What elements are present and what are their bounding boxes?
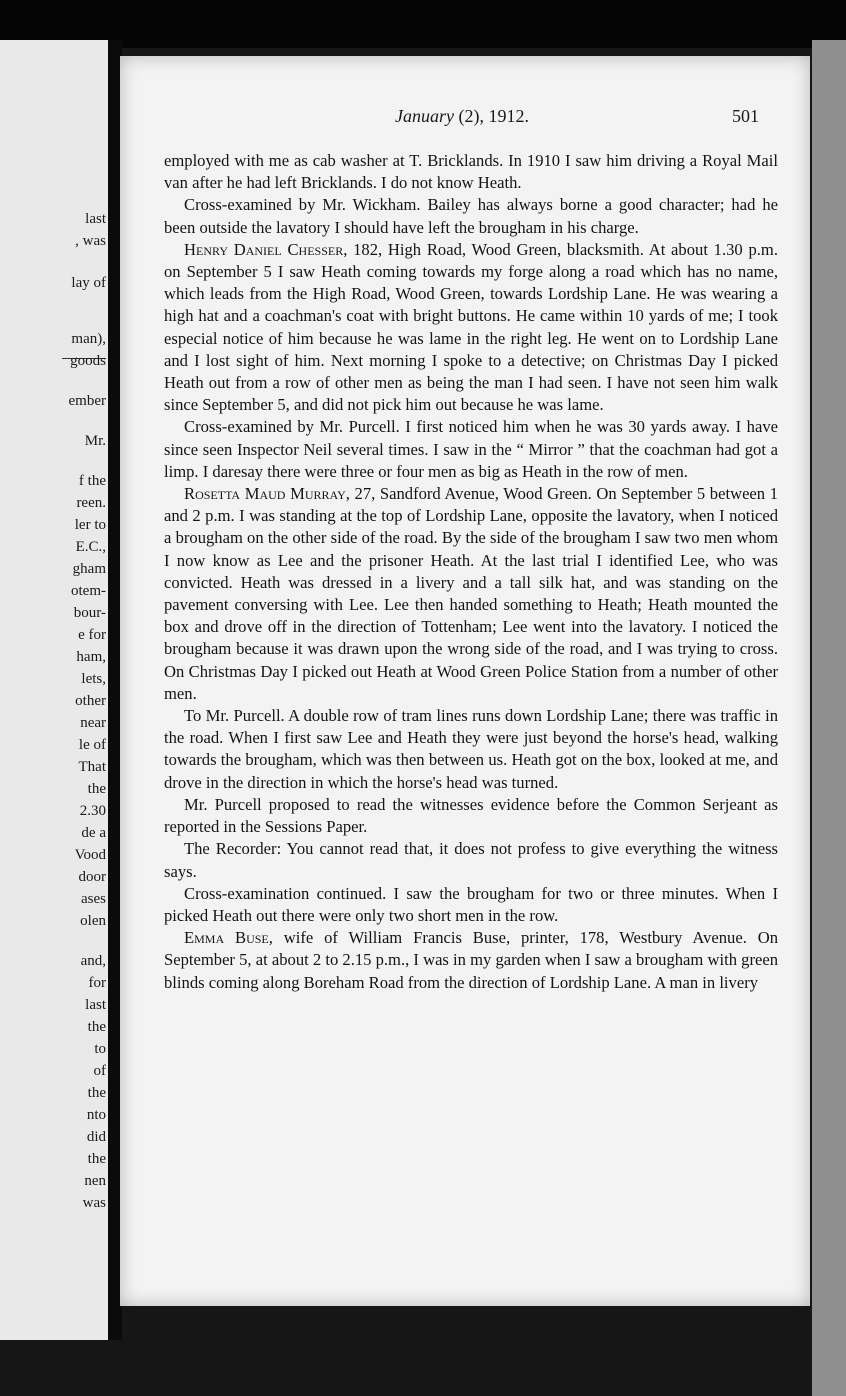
running-header [120, 106, 760, 130]
facing-page-line: man), [71, 331, 106, 347]
paragraph-text: Cross-examined by Mr. Wickham. Bailey has always borne a good character; had he been outside the lavatory I should have left the brougham in his charge. [164, 195, 778, 237]
facing-page-line: and, [80, 953, 106, 969]
page-edge-right [812, 40, 846, 1396]
paragraph-text: To Mr. Purcell. A double row of tram lines runs down Lordship Lane; there was traffic in the road. When I first saw Lee and Heath they were just beyond the horse's head, walking towards the brougham, which was then between us. Heath got on the box, looked at me, and drove in the direction in which the horse's head was turned. [164, 706, 778, 792]
facing-page-line: de a [81, 825, 106, 841]
paragraph-text: Mr. Purcell proposed to read the witnesses evidence before the Common Serjeant as reported in the Sessions Paper. [164, 794, 778, 837]
paragraph [164, 838, 778, 882]
paragraph [164, 927, 778, 994]
facing-page-line: Vood [74, 847, 106, 863]
facing-page-line: bour- [73, 605, 106, 621]
facing-page-fragment [0, 40, 112, 1340]
paragraph-text: , 182, High Road, Wood Green, blacksmith. At about 1.30 p.m. on September 5 I saw Heath coming towards my forge along a road which has no name, which leads from the High Road, Wood Green, towards Lordship Lane. He was wearing a high hat and a coachman's coat with bright buttons. He came within 10 yards of me; I took especial notice of him because he was lame in the right leg. He went on to Lordship Lane and I lost sight of him. Next morning I spoke to a detective; on Christmas Day I picked Heath out from a row of other men as being the man I had seen. I have not seen him walk since September 5, and did not pick him out because he was lame. [164, 239, 778, 415]
witness-name: Emma Buse [184, 928, 269, 948]
facing-page-line: did [86, 1129, 106, 1145]
page-number: 501 [732, 106, 759, 126]
facing-page-line: the [87, 781, 106, 797]
paragraph [164, 239, 778, 417]
facing-page-line: olen [80, 913, 106, 929]
facing-page-line: other [75, 693, 106, 709]
paragraph [164, 194, 778, 238]
facing-page-line: e for [78, 627, 106, 643]
facing-page-line: of [93, 1063, 106, 1079]
facing-page-line: lay of [71, 275, 106, 291]
facing-page-line: That [78, 759, 106, 775]
paragraph [164, 150, 778, 194]
paragraph [164, 416, 778, 483]
paragraph-text: Cross-examined by Mr. Purcell. I first noticed him when he was 30 yards away. I have since seen Inspector Neil several times. I saw in the “ Mirror ” that the coachman had got a limp. I daresay there were three or four men as big as Heath in the row of men. [164, 417, 778, 481]
facing-page-line: nen [84, 1173, 106, 1189]
facing-page-line: Mr. [84, 433, 106, 449]
facing-page-line: gham [72, 561, 106, 577]
facing-page-line: ember [68, 393, 106, 409]
facing-page-line: last [85, 211, 106, 227]
header-date [395, 106, 529, 127]
facing-page-line: the [87, 1019, 106, 1035]
facing-page-line: was [82, 1195, 106, 1211]
paragraph-text: , wife of William Francis Buse, printer, 178, Westbury Avenue. On September 5, at about 2 to 2.15 p.m., I was in my garden when I saw a brougham with green blinds coming along Boreham Road from the direction of Lordship Lane. A man in livery [164, 928, 778, 992]
facing-page-line: nto [86, 1107, 106, 1123]
facing-page-line: last [85, 997, 106, 1013]
facing-page-line: 2.30 [79, 803, 106, 819]
facing-page-line: reen. [76, 495, 106, 511]
witness-name: Rosetta Maud Murray [184, 484, 346, 504]
book-page [120, 56, 810, 1306]
paragraph-text: employed with me as cab washer at T. Bricklands. In 1910 I saw him driving a Royal Mail van after he had left Bricklands. I do not know Heath. [164, 151, 778, 193]
facing-page-line: goods [70, 353, 106, 369]
facing-page-line: near [80, 715, 106, 731]
paragraph-text: , 27, Sandford Avenue, Wood Green. On September 5 between 1 and 2 p.m. I was standing at the top of Lordship Lane, opposite the lavatory, when I noticed a brougham on the other side of the road. By the side of the brougham I saw two men whom I now know as Lee and the prisoner Heath. At the last trial I identified Lee, who was convicted. Heath was dressed in a livery and a tall silk hat, and was standing on the pavement conversing with Lee. Lee then handed something to Heath; Heath mounted the box and drove off in the direction of Tottenham; Lee went into the lavatory. I noticed the brougham because it was drawn upon the wrong side of the road, and I was trying to cross. On Christmas Day I picked out Heath at Wood Green Police Station from a number of other men. [164, 484, 779, 703]
facing-page-line: the [87, 1151, 106, 1167]
paragraph [164, 705, 778, 794]
paragraph-text: Cross-examination continued. I saw the brougham for two or three minutes. When I picked Heath out there were only two short men in the row. [164, 883, 778, 925]
scan-top-edge [0, 0, 846, 48]
facing-page-line: ler to [74, 517, 106, 533]
witness-name: Henry Daniel Chesser [184, 239, 344, 259]
facing-page-line: le of [78, 737, 106, 753]
facing-page-line: ham, [76, 649, 106, 665]
header-year: 1912. [488, 106, 529, 126]
page-body [164, 150, 778, 994]
paragraph [164, 883, 778, 927]
header-day: (2), [458, 106, 484, 126]
facing-page-line: lets, [81, 671, 106, 687]
paragraph-text: The Recorder: You cannot read that, it does not profess to give everything the witness says. [164, 839, 778, 881]
paragraph [164, 483, 778, 705]
facing-page-line: to [94, 1041, 106, 1057]
facing-page-line: f the [78, 473, 106, 489]
paragraph [164, 794, 778, 838]
facing-page-line: E.C., [75, 539, 106, 555]
facing-page-line: door [78, 869, 106, 885]
facing-page-line: for [88, 975, 106, 991]
header-month: January [395, 106, 454, 126]
facing-page-line: the [87, 1085, 106, 1101]
facing-page-line: otem- [71, 583, 106, 599]
facing-page-line: ases [81, 891, 106, 907]
facing-page-line: , was [75, 233, 106, 249]
